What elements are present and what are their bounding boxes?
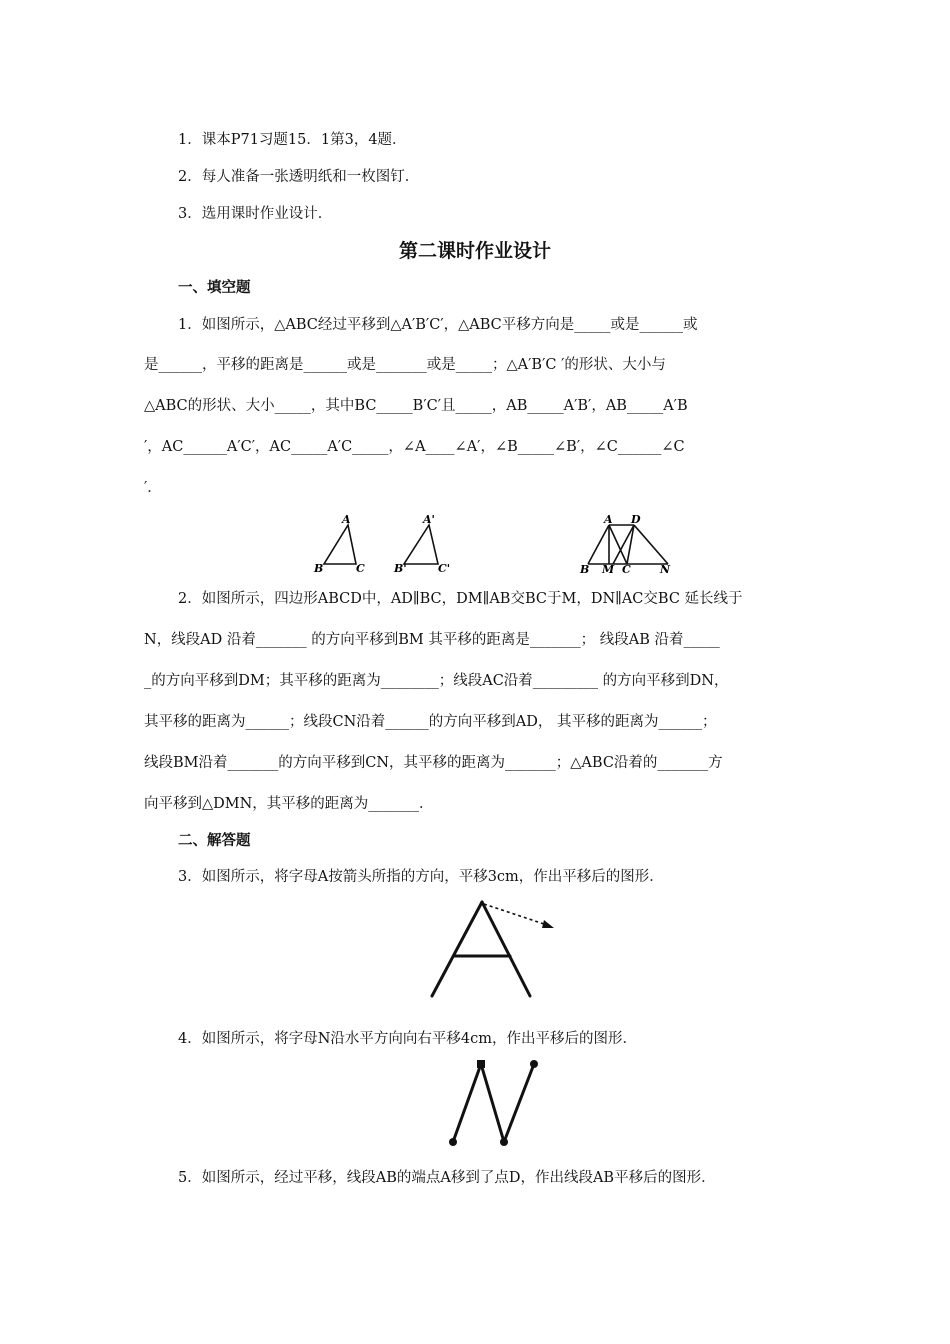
q1-line-3: △ABC的形状、大小_____，其中BC_____B′C′且_____，AB_____A′B′，AB_____A′B (144, 398, 688, 414)
arrow-head-icon (542, 920, 554, 928)
q2-line-1: 2．如图所示，四边形ABCD中，AD∥BC，DM∥AB交BC于M，DN∥AC交BC 延长线于 (178, 591, 743, 607)
q2-line-4: 其平移的距离为______；线段CN沿着______的方向平移到AD， 其平移的距离为______； (144, 714, 717, 730)
prep-item-1: 1．课本P71习题15．1第3，4题． (178, 132, 407, 148)
label-b-prime: B' (394, 562, 407, 575)
page-title: 第二课时作业设计 (398, 240, 551, 262)
q3-text: 3．如图所示，将字母A按箭头所指的方向，平移3cm，作出平移后的图形． (178, 869, 664, 885)
q1-line-2: 是______，平移的距离是______或是_______或是_____；△A′B′C ′的形状、大小与 (144, 357, 666, 373)
q1-line-5: ′． (144, 480, 162, 496)
q2-line-3: _的方向平移到DM；其平移的距离为________；线段AC沿着_________ 的方向平移到DN， (144, 673, 729, 689)
triangle-abc (324, 525, 356, 564)
triangle-abc-prime (404, 525, 438, 564)
section-heading-solve: 二、解答题 (178, 833, 251, 849)
prep-item-3: 3．选用课时作业设计． (178, 206, 333, 222)
label-b: B (314, 562, 324, 575)
label-trap-n: N (660, 563, 671, 576)
q2-line-6: 向平移到△DMN，其平移的距离为_______． (144, 796, 434, 812)
label-c-prime: C' (438, 562, 451, 575)
q1-line-4: ′，AC______A′C′，AC_____A′C_____，∠A____∠A′，∠B_____∠B′，∠C______∠C (144, 439, 685, 455)
letter-a-figure (420, 896, 570, 1006)
label-a-prime: A' (423, 513, 435, 526)
q4-text: 4．如图所示，将字母N沿水平方向向右平移4cm，作出平移后的图形． (178, 1031, 638, 1047)
trapezoid-abcd (588, 525, 668, 564)
label-trap-a: A (604, 513, 613, 526)
label-trap-d: D (631, 513, 641, 526)
label-a: A (342, 513, 351, 526)
label-trap-c: C (622, 563, 631, 576)
q2-line-5: 线段BM沿着_______的方向平移到CN，其平移的距离为_______；△ABC沿着的_______方 (144, 755, 723, 771)
q1-line-1: 1．如图所示，△ABC经过平移到△A′B′C′，△ABC平移方向是_____或是______或 (178, 317, 698, 333)
section-heading-fill-blank: 一、填空题 (178, 280, 251, 296)
label-c: C (356, 562, 365, 575)
triangle-figures (300, 510, 680, 576)
q2-line-2: N，线段AD 沿着_______ 的方向平移到BM 其平移的距离是_______； 线段AB 沿着_____ (144, 632, 720, 648)
q5-text: 5．如图所示，经过平移，线段AB的端点A移到了点D，作出线段AB平移后的图形． (178, 1170, 716, 1186)
prep-item-2: 2．每人准备一张透明纸和一枚图钉． (178, 169, 420, 185)
letter-n-figure (440, 1056, 550, 1148)
label-trap-m: M (602, 563, 615, 576)
label-trap-b: B (580, 563, 590, 576)
